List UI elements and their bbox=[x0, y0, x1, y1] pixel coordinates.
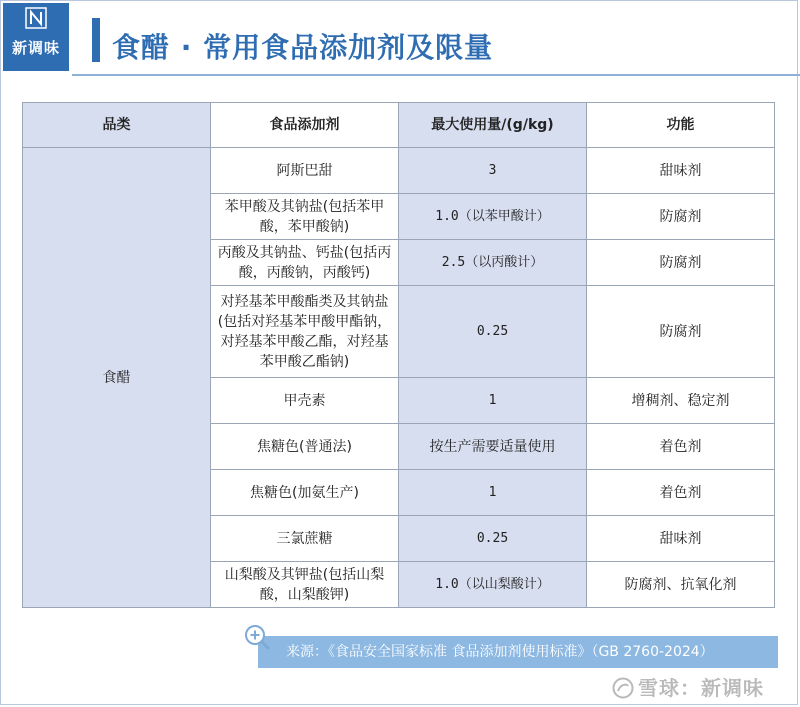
additive-name: 山梨酸及其钾盐(包括山梨酸，山梨酸钾) bbox=[211, 562, 399, 608]
function: 防腐剂 bbox=[587, 240, 775, 286]
source-note: 来源：《食品安全国家标准 食品添加剂使用标准》（GB 2760-2024） bbox=[258, 636, 778, 668]
table-header-row bbox=[23, 103, 775, 148]
max-usage: 1.0（以山梨酸计） bbox=[399, 562, 587, 608]
function: 甜味剂 bbox=[587, 516, 775, 562]
additive-name: 苯甲酸及其钠盐(包括苯甲酸，苯甲酸钠) bbox=[211, 194, 399, 240]
category-cell: 食醋 bbox=[23, 148, 211, 608]
function: 甜味剂 bbox=[587, 148, 775, 194]
header-additive: 食品添加剂 bbox=[211, 103, 399, 148]
additives-table bbox=[22, 102, 775, 608]
max-usage: 0.25 bbox=[399, 516, 587, 562]
max-usage: 3 bbox=[399, 148, 587, 194]
function: 防腐剂、抗氧化剂 bbox=[587, 562, 775, 608]
additive-name: 甲壳素 bbox=[211, 378, 399, 424]
logo-text: 新调味 bbox=[11, 39, 60, 57]
header-divider bbox=[72, 74, 800, 76]
additive-name: 阿斯巴甜 bbox=[211, 148, 399, 194]
max-usage: 2.5（以丙酸计） bbox=[399, 240, 587, 286]
max-usage: 按生产需要适量使用 bbox=[399, 424, 587, 470]
additive-name: 丙酸及其钠盐、钙盐(包括丙酸，丙酸钠，丙酸钙) bbox=[211, 240, 399, 286]
table-row bbox=[23, 148, 775, 194]
max-usage: 1 bbox=[399, 470, 587, 516]
watermark bbox=[612, 672, 764, 701]
additive-name: 焦糖色(普通法) bbox=[211, 424, 399, 470]
max-usage: 1 bbox=[399, 378, 587, 424]
snowball-logo-icon bbox=[612, 677, 634, 699]
function: 增稠剂、稳定剂 bbox=[587, 378, 775, 424]
header bbox=[0, 0, 800, 74]
max-usage: 1.0（以苯甲酸计） bbox=[399, 194, 587, 240]
header-max-usage: 最大使用量/(g/kg) bbox=[399, 103, 587, 148]
logo-n-icon bbox=[25, 7, 47, 29]
additive-name: 三氯蔗糖 bbox=[211, 516, 399, 562]
additive-name: 焦糖色(加氨生产) bbox=[211, 470, 399, 516]
page-title: 食醋 · 常用食品添加剂及限量 bbox=[112, 31, 494, 64]
title-accent-bar bbox=[92, 18, 100, 62]
logo bbox=[3, 3, 69, 71]
additive-name: 对羟基苯甲酸酯类及其钠盐(包括对羟基苯甲酸甲酯钠，对羟基苯甲酸乙酯，对羟基苯甲酸乙酯钠) bbox=[211, 286, 399, 378]
function: 着色剂 bbox=[587, 470, 775, 516]
header-category: 品类 bbox=[23, 103, 211, 148]
function: 防腐剂 bbox=[587, 194, 775, 240]
max-usage: 0.25 bbox=[399, 286, 587, 378]
header-function: 功能 bbox=[587, 103, 775, 148]
magnifier-icon bbox=[242, 622, 272, 652]
function: 着色剂 bbox=[587, 424, 775, 470]
function: 防腐剂 bbox=[587, 286, 775, 378]
watermark-text: 雪球：新调味 bbox=[638, 676, 764, 700]
